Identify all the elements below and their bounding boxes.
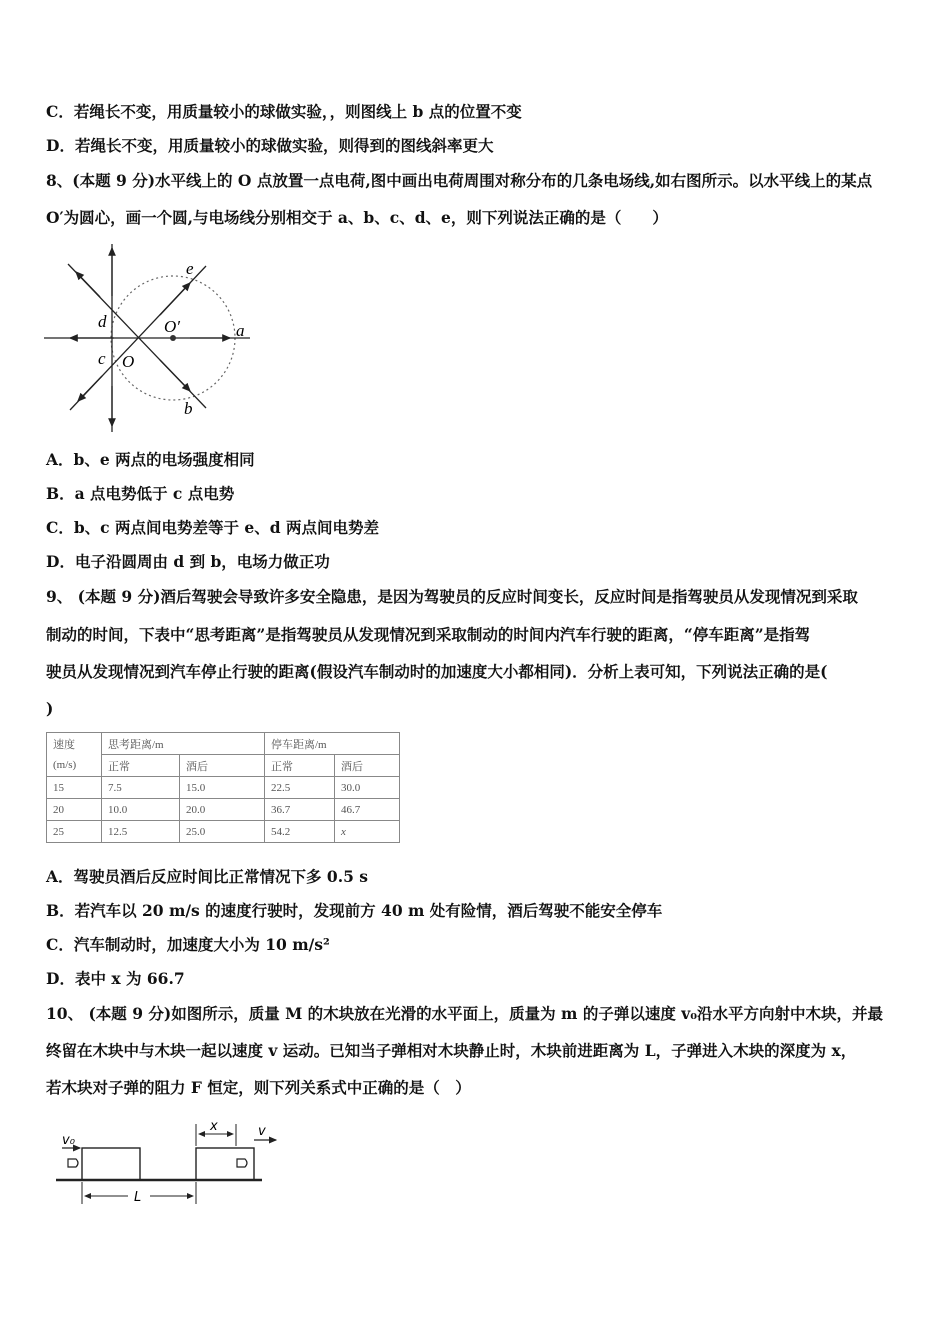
bullet-embedded	[237, 1159, 247, 1167]
q8-option-a: A．b、e 两点的电场强度相同	[46, 450, 255, 469]
block-initial	[82, 1148, 140, 1180]
cell: 22.5	[265, 777, 335, 799]
cell: 25	[47, 821, 102, 843]
q8-option-c: C．b、c 两点间电势差等于 e、d 两点间电势差	[46, 518, 380, 537]
q9-option-d: D．表中 x 为 66.7	[46, 969, 185, 988]
q9-stem-line2: 制动的时间，下表中“思考距离”是指驾驶员从发现情况到采取制动的时间内汽车行驶的距离，“停车距离”是指驾	[46, 625, 811, 644]
header-drunk-think: 酒后	[180, 755, 265, 777]
cell: x	[335, 821, 400, 843]
label-v0: v₀	[62, 1133, 75, 1148]
q7-option-c: C．若绳长不变，用质量较小的球做实验，，则图线上 b 点的位置不变	[46, 102, 522, 121]
cell: 36.7	[265, 799, 335, 821]
cell: 10.0	[102, 799, 180, 821]
label-O-prime: O′	[164, 317, 180, 336]
q8-option-b: B．a 点电势低于 c 点电势	[46, 484, 235, 503]
q9-option-b: B．若汽车以 20 m/s 的速度行驶时，发现前方 40 m 处有险情，酒后驾驶不能安全停车	[46, 901, 663, 920]
label-d: d	[98, 312, 107, 331]
cell: 15	[47, 777, 102, 799]
table-row	[47, 821, 400, 843]
stopping-distance-table	[46, 732, 400, 843]
cell: 25.0	[180, 821, 265, 843]
header-stop-distance: 停车距离/m	[265, 733, 400, 755]
cell: 7.5	[102, 777, 180, 799]
table-row	[47, 777, 400, 799]
header-normal-think: 正常	[102, 755, 180, 777]
block-final	[196, 1148, 254, 1180]
q10-stem-line2: 终留在木块中与木块一起以速度 v 运动。已知当子弹相对木块静止时，木块前进距离为 L，子弹进入木块的深度为 x，	[46, 1041, 857, 1060]
electric-field-figure	[40, 236, 260, 436]
label-e: e	[186, 259, 194, 278]
q7-option-d: D．若绳长不变，用质量较小的球做实验，则得到的图线斜率更大	[46, 136, 494, 155]
table-header-row	[47, 733, 400, 755]
header-speed: 速度	[47, 733, 102, 755]
cell: 12.5	[102, 821, 180, 843]
label-c: c	[98, 349, 106, 368]
q10-stem-line3: 若木块对子弹的阻力 F 恒定，则下列关系式中正确的是（ ）	[46, 1078, 471, 1097]
label-x: x	[210, 1119, 218, 1134]
cell: 30.0	[335, 777, 400, 799]
label-O: O	[122, 352, 135, 371]
q8-option-d: D．电子沿圆周由 d 到 b，电场力做正功	[46, 552, 330, 571]
header-unit: (m/s)	[47, 755, 102, 777]
cell: 54.2	[265, 821, 335, 843]
q8-stem-line2: O′为圆心，画一个圆,与电场线分别相交于 a、b、c、d、e，则下列说法正确的是（ ）	[46, 208, 668, 227]
q9-option-c: C．汽车制动时，加速度大小为 10 m/s²	[46, 935, 330, 954]
q9-stem-line1: 9、 (本题 9 分)酒后驾驶会导致许多安全隐患，是因为驾驶员的反应时间变长，反应时间是指驾驶员从发现情况到采取	[46, 587, 858, 606]
cell: 20	[47, 799, 102, 821]
header-drunk-stop: 酒后	[335, 755, 400, 777]
label-b: b	[184, 399, 193, 418]
cell: 20.0	[180, 799, 265, 821]
label-L: L	[134, 1190, 142, 1205]
cell: 46.7	[335, 799, 400, 821]
header-normal-stop: 正常	[265, 755, 335, 777]
label-v: v	[258, 1124, 266, 1139]
cell: 15.0	[180, 777, 265, 799]
q9-stem-line3: 驶员从发现情况到汽车停止行驶的距离(假设汽车制动时的加速度大小都相同)．分析上表可知，下列说法正确的是(	[46, 662, 828, 681]
label-a: a	[236, 321, 245, 340]
q8-stem-line1: 8、(本题 9 分)水平线上的 O 点放置一点电荷,图中画出电荷周围对称分布的几条电场线,如右图所示。以水平线上的某点	[46, 171, 873, 190]
table-row	[47, 799, 400, 821]
table-subheader-row	[47, 755, 400, 777]
q9-option-a: A．驾驶员酒后反应时间比正常情况下多 0.5 s	[46, 867, 369, 886]
q10-stem-line1: 10、 (本题 9 分)如图所示，质量 M 的木块放在光滑的水平面上，质量为 m 的子弹以速度 v₀沿水平方向射中木块，并最	[46, 1004, 884, 1023]
bullet-block-figure	[54, 1118, 284, 1210]
bullet-initial	[68, 1159, 78, 1167]
header-think-distance: 思考距离/m	[102, 733, 265, 755]
q9-stem-line4: )	[46, 699, 54, 718]
